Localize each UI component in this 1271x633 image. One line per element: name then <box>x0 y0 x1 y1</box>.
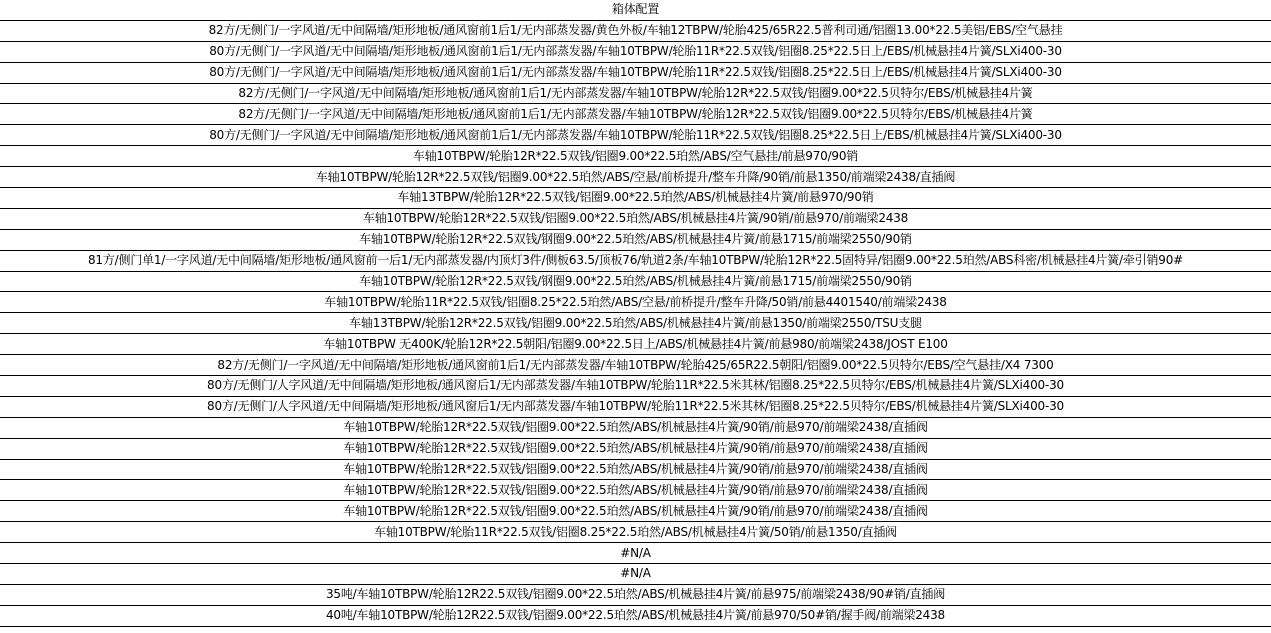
config-cell[interactable]: 车轴10TBPW/轮胎12R*22.5双钱/钢圈9.00*22.5珀然/ABS/机械悬挂4片簧/前悬1715/前端梁2550/90销 <box>0 271 1271 292</box>
table-row <box>0 20 1271 41</box>
config-cell[interactable]: 车轴10TBPW/轮胎12R*22.5双钱/铝圈9.00*22.5珀然/ABS/机械悬挂4片簧/90销/前悬970/前端梁2438/直插阀 <box>0 501 1271 522</box>
config-cell[interactable]: 82方/无侧门/一字风道/无中间隔墙/矩形地板/通风窗前1后1/无内部蒸发器/车轴10TBPW/轮胎12R*22.5双钱/铝圈9.00*22.5贝特尔/EBS/机械悬挂4片簧 <box>0 104 1271 125</box>
config-cell[interactable]: 80方/无侧门/一字风道/无中间隔墙/矩形地板/通风窗前1后1/无内部蒸发器/车轴10TBPW/轮胎11R*22.5双钱/铝圈8.25*22.5日上/EBS/机械悬挂4片簧/SLXi400-30 <box>0 62 1271 83</box>
config-cell[interactable]: #N/A <box>0 543 1271 564</box>
config-cell[interactable]: 车轴10TBPW/轮胎12R*22.5双钱/铝圈9.00*22.5珀然/ABS/机械悬挂4片簧/90销/前悬970/前端梁2438 <box>0 208 1271 229</box>
table-row <box>0 417 1271 438</box>
table-row <box>0 250 1271 271</box>
table-row <box>0 146 1271 167</box>
table-row <box>0 104 1271 125</box>
table-row <box>0 396 1271 417</box>
table-row <box>0 167 1271 188</box>
config-cell[interactable]: 40吨/车轴10TBPW/轮胎12R22.5双钱/铝圈9.00*22.5珀然/ABS/机械悬挂4片簧/前悬970/50#销/握手阀/前端梁2438 <box>0 605 1271 626</box>
table-row <box>0 125 1271 146</box>
table-row <box>0 271 1271 292</box>
config-cell[interactable]: 车轴13TBPW/轮胎12R*22.5双钱/铝圈9.00*22.5珀然/ABS/机械悬挂4片簧/前悬970/90销 <box>0 188 1271 209</box>
config-cell[interactable]: 81方/侧门单1/一字风道/无中间隔墙/矩形地板/通风窗前一后1/无内部蒸发器/内顶灯3件/侧板63.5/顶板76/轨道2条/车轴10TBPW/轮胎12R*22.5固特异/铝圈9.00*22.5珀然/ABS科密/机械悬挂4片簧/牵引销90# <box>0 250 1271 271</box>
table-row <box>0 41 1271 62</box>
config-cell[interactable]: 80方/无侧门/一字风道/无中间隔墙/矩形地板/通风窗前1后1/无内部蒸发器/车轴10TBPW/轮胎11R*22.5双钱/铝圈8.25*22.5日上/EBS/机械悬挂4片簧/SLXi400-30 <box>0 125 1271 146</box>
config-cell[interactable]: 80方/无侧门/一字风道/无中间隔墙/矩形地板/通风窗前1后1/无内部蒸发器/车轴10TBPW/轮胎11R*22.5双钱/铝圈8.25*22.5日上/EBS/机械悬挂4片簧/SLXi400-30 <box>0 41 1271 62</box>
config-cell[interactable]: 82方/无侧门/一字风道/无中间隔墙/矩形地板/通风窗前1后1/无内部蒸发器/车轴10TBPW/轮胎425/65R22.5朝阳/铝圈9.00*22.5贝特尔/EBS/空气悬挂/X4 7300 <box>0 355 1271 376</box>
config-cell[interactable]: 车轴10TBPW/轮胎12R*22.5双钱/铝圈9.00*22.5珀然/ABS/空悬/前桥提升/整车升降/90销/前悬1350/前端梁2438/直插阀 <box>0 167 1271 188</box>
config-cell[interactable]: #N/A <box>0 564 1271 585</box>
header-row <box>0 0 1271 20</box>
config-cell[interactable]: 车轴10TBPW/轮胎12R*22.5双钱/铝圈9.00*22.5珀然/ABS/机械悬挂4片簧/90销/前悬970/前端梁2438/直插阀 <box>0 417 1271 438</box>
table-row <box>0 480 1271 501</box>
table-row <box>0 376 1271 397</box>
table-row <box>0 501 1271 522</box>
table-row <box>0 229 1271 250</box>
table-row <box>0 292 1271 313</box>
table-row <box>0 334 1271 355</box>
table-row <box>0 459 1271 480</box>
config-cell[interactable]: 车轴10TBPW/轮胎12R*22.5双钱/钢圈9.00*22.5珀然/ABS/机械悬挂4片簧/前悬1715/前端梁2550/90销 <box>0 229 1271 250</box>
table-row <box>0 522 1271 543</box>
table-row <box>0 313 1271 334</box>
config-cell[interactable]: 车轴10TBPW/轮胎11R*22.5双钱/铝圈8.25*22.5珀然/ABS/空悬/前桥提升/整车升降/50销/前悬4401540/前端梁2438 <box>0 292 1271 313</box>
table-row <box>0 564 1271 585</box>
table-row <box>0 208 1271 229</box>
config-cell[interactable]: 车轴10TBPW/轮胎12R*22.5双钱/铝圈9.00*22.5珀然/ABS/空气悬挂/前悬970/90销 <box>0 146 1271 167</box>
config-cell[interactable]: 车轴13TBPW/轮胎12R*22.5双钱/铝圈9.00*22.5珀然/ABS/机械悬挂4片簧/前悬1350/前端梁2550/TSU支腿 <box>0 313 1271 334</box>
config-cell[interactable]: 80方/无侧门/人字风道/无中间隔墙/矩形地板/通风窗后1/无内部蒸发器/车轴10TBPW/轮胎11R*22.5米其林/铝圈8.25*22.5贝特尔/EBS/机械悬挂4片簧/SLXi400-30 <box>0 376 1271 397</box>
config-cell[interactable]: 车轴10TBPW/轮胎11R*22.5双钱/铝圈8.25*22.5珀然/ABS/机械悬挂4片簧/50销/前悬1350/直插阀 <box>0 522 1271 543</box>
table-row <box>0 355 1271 376</box>
table-row <box>0 584 1271 605</box>
table-row <box>0 605 1271 626</box>
table-row <box>0 188 1271 209</box>
table-row <box>0 438 1271 459</box>
config-cell[interactable]: 82方/无侧门/一字风道/无中间隔墙/矩形地板/通风窗前1后1/无内部蒸发器/黄色外板/车轴12TBPW/轮胎425/65R22.5普利司通/铝圈13.00*22.5美铝/EBS/空气悬挂 <box>0 20 1271 41</box>
config-cell[interactable]: 82方/无侧门/一字风道/无中间隔墙/矩形地板/通风窗前1后1/无内部蒸发器/车轴10TBPW/轮胎12R*22.5双钱/铝圈9.00*22.5贝特尔/EBS/机械悬挂4片簧 <box>0 83 1271 104</box>
table-row <box>0 83 1271 104</box>
config-cell[interactable]: 车轴10TBPW/轮胎12R*22.5双钱/铝圈9.00*22.5珀然/ABS/机械悬挂4片簧/90销/前悬970/前端梁2438/直插阀 <box>0 480 1271 501</box>
config-cell[interactable]: 车轴10TBPW 无400K/轮胎12R*22.5朝阳/铝圈9.00*22.5日上/ABS/机械悬挂4片簧/前悬980/前端梁2438/JOST E100 <box>0 334 1271 355</box>
column-header-cell[interactable]: 箱体配置 <box>0 0 1271 20</box>
config-cell[interactable]: 80方/无侧门/人字风道/无中间隔墙/矩形地板/通风窗后1/无内部蒸发器/车轴10TBPW/轮胎11R*22.5米其林/铝圈8.25*22.5贝特尔/EBS/机械悬挂4片簧/SLXi400-30 <box>0 396 1271 417</box>
table-row <box>0 543 1271 564</box>
config-cell[interactable]: 车轴10TBPW/轮胎12R*22.5双钱/铝圈9.00*22.5珀然/ABS/机械悬挂4片簧/90销/前悬970/前端梁2438/直插阀 <box>0 459 1271 480</box>
config-cell[interactable]: 35吨/车轴10TBPW/轮胎12R22.5双钱/铝圈9.00*22.5珀然/ABS/机械悬挂4片簧/前悬975/前端梁2438/90#销/直插阀 <box>0 584 1271 605</box>
config-cell[interactable]: 车轴10TBPW/轮胎12R*22.5双钱/铝圈9.00*22.5珀然/ABS/机械悬挂4片簧/90销/前悬970/前端梁2438/直插阀 <box>0 438 1271 459</box>
table-row <box>0 62 1271 83</box>
